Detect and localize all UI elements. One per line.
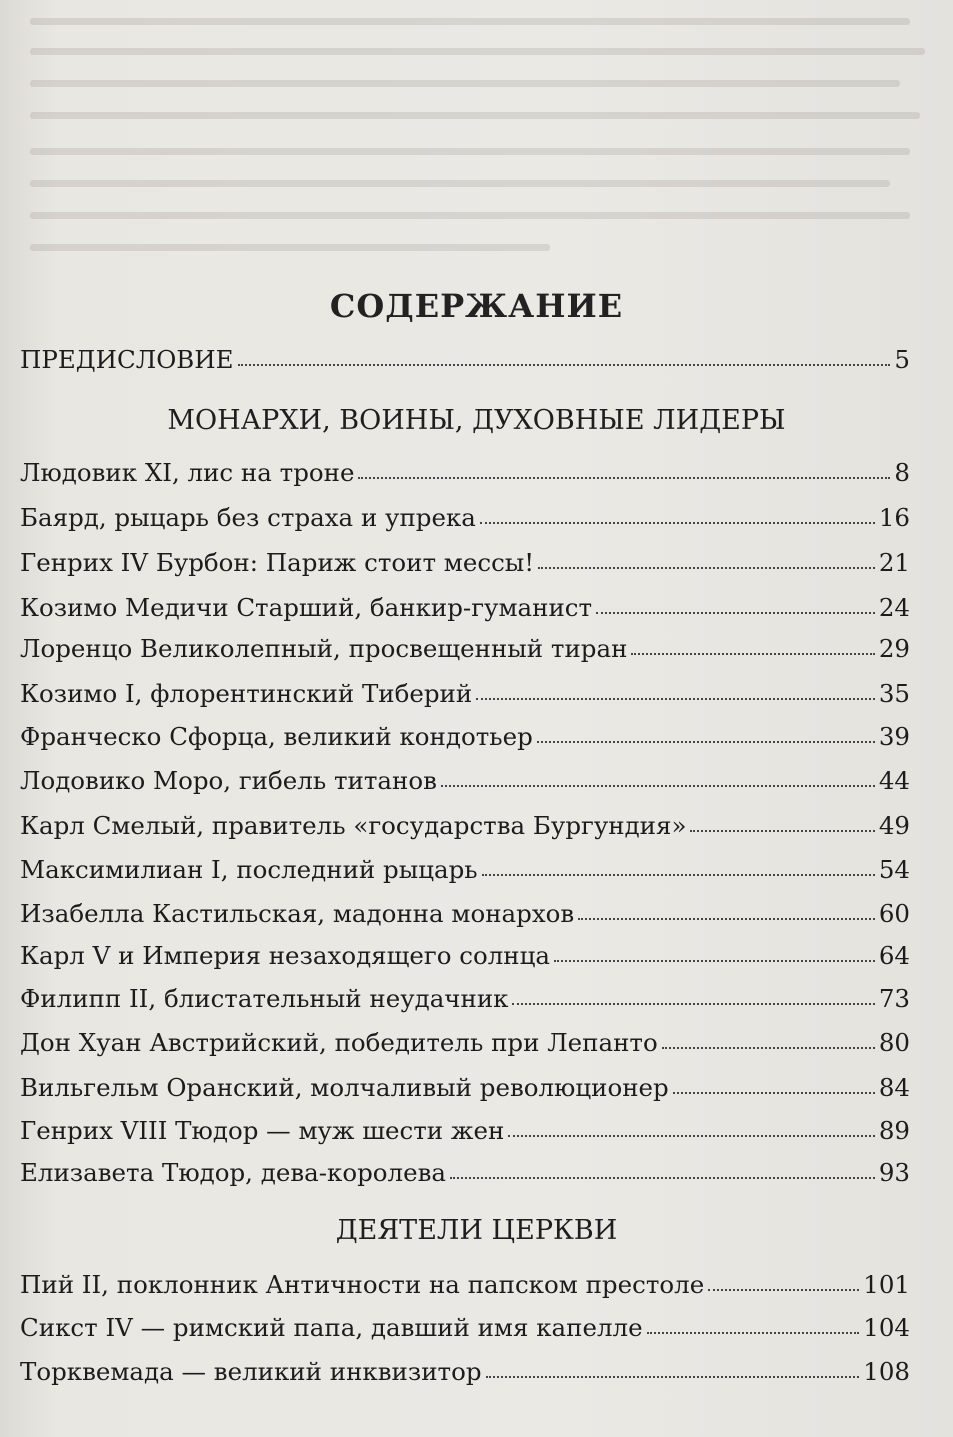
show-through-line xyxy=(30,180,890,187)
toc-entry-label: Генрих IV Бурбон: Париж стоит мессы! xyxy=(20,548,535,577)
toc-entry[interactable] xyxy=(20,593,910,622)
show-through-line xyxy=(30,80,900,87)
toc-entry-page: 80 xyxy=(878,1028,910,1057)
leader-dots xyxy=(508,1134,875,1137)
toc-entry-preface[interactable] xyxy=(20,345,910,374)
toc-entry-label: Торквемада — великий инквизитор xyxy=(20,1357,482,1386)
leader-dots xyxy=(450,1176,875,1179)
toc-entry[interactable] xyxy=(20,1313,910,1342)
toc-entry[interactable] xyxy=(20,1357,910,1386)
toc-entry[interactable] xyxy=(20,1158,910,1187)
toc-entry-label: Козимо Медичи Старший, банкир-гуманист xyxy=(20,593,593,622)
toc-entry-page: 16 xyxy=(878,503,910,532)
leader-dots xyxy=(673,1091,875,1094)
toc-entry-page: 93 xyxy=(878,1158,910,1187)
toc-entry-label: Баярд, рыцарь без страха и упрека xyxy=(20,503,476,532)
leader-dots xyxy=(578,917,875,920)
toc-entry-page: 29 xyxy=(878,634,910,663)
toc-entry-label: ПРЕДИСЛОВИЕ xyxy=(20,345,234,374)
toc-entry[interactable] xyxy=(20,458,910,487)
leader-dots xyxy=(596,611,875,614)
toc-entry[interactable] xyxy=(20,941,910,970)
toc-entry[interactable] xyxy=(20,503,910,532)
leader-dots xyxy=(476,697,875,700)
leader-dots xyxy=(537,740,875,743)
show-through-line xyxy=(30,212,910,219)
toc-entry-label: Сикст IV — римский папа, давший имя капелле xyxy=(20,1313,643,1342)
toc-entry-page: 89 xyxy=(878,1116,910,1145)
leader-dots xyxy=(708,1288,859,1291)
section-title: МОНАРХИ, ВОИНЫ, ДУХОВНЫЕ ЛИДЕРЫ xyxy=(167,405,786,436)
toc-entry[interactable] xyxy=(20,548,910,577)
toc-entry-label: Вильгельм Оранский, молчаливый революционер xyxy=(20,1073,669,1102)
toc-entry-label: Пий II, поклонник Античности на папском престоле xyxy=(20,1270,705,1299)
toc-entry-page: 8 xyxy=(894,458,910,487)
leader-dots xyxy=(238,363,891,366)
toc-entry-page: 60 xyxy=(878,899,910,928)
toc-entry-page: 54 xyxy=(878,855,910,884)
toc-entry-page: 108 xyxy=(863,1357,910,1386)
toc-entry-page: 104 xyxy=(863,1313,910,1342)
leader-dots xyxy=(631,652,874,655)
toc-entry[interactable] xyxy=(20,899,910,928)
toc-entry-label: Елизавета Тюдор, дева-королева xyxy=(20,1158,446,1187)
toc-entry-label: Франческо Сфорца, великий кондотьер xyxy=(20,722,533,751)
leader-dots xyxy=(647,1331,860,1334)
toc-entry-page: 44 xyxy=(878,766,910,795)
leader-dots xyxy=(512,1002,874,1005)
leader-dots xyxy=(486,1375,860,1378)
leader-dots xyxy=(662,1046,875,1049)
show-through-line xyxy=(30,18,910,25)
toc-entry[interactable] xyxy=(20,1028,910,1057)
toc-entry[interactable] xyxy=(20,1073,910,1102)
toc-entry-page: 101 xyxy=(863,1270,910,1299)
toc-entry-page: 49 xyxy=(878,811,910,840)
toc-entry[interactable] xyxy=(20,634,910,663)
toc-entry-page: 64 xyxy=(878,941,910,970)
show-through-line xyxy=(30,112,920,119)
toc-entry-page: 5 xyxy=(894,345,910,374)
toc-entry-label: Лодовико Моро, гибель титанов xyxy=(20,766,437,795)
show-through-line xyxy=(30,148,910,155)
toc-entry[interactable] xyxy=(20,679,910,708)
toc-entry[interactable] xyxy=(20,855,910,884)
toc-entry-page: 24 xyxy=(878,593,910,622)
toc-entry[interactable] xyxy=(20,1116,910,1145)
toc-entry-page: 84 xyxy=(878,1073,910,1102)
toc-entry-label: Изабелла Кастильская, мадонна монархов xyxy=(20,899,575,928)
show-through-line xyxy=(30,244,550,251)
leader-dots xyxy=(690,829,874,832)
toc-entry[interactable] xyxy=(20,722,910,751)
show-through-line xyxy=(30,48,925,55)
toc-entry[interactable] xyxy=(20,1270,910,1299)
toc-entry-label: Лоренцо Великолепный, просвещенный тиран xyxy=(20,634,628,663)
leader-dots xyxy=(554,959,875,962)
toc-entry-label: Карл V и Империя незаходящего солнца xyxy=(20,941,550,970)
leader-dots xyxy=(441,784,875,787)
page-title: СОДЕРЖАНИЕ xyxy=(329,287,624,325)
toc-entry[interactable] xyxy=(20,984,910,1013)
toc-entry-page: 35 xyxy=(878,679,910,708)
leader-dots xyxy=(482,873,875,876)
section-title: ДЕЯТЕЛИ ЦЕРКВИ xyxy=(335,1215,618,1246)
leader-dots xyxy=(538,566,875,569)
toc-entry-label: Карл Смелый, правитель «государства Бургундия» xyxy=(20,811,687,840)
toc-entry-page: 21 xyxy=(878,548,910,577)
toc-entry[interactable] xyxy=(20,811,910,840)
toc-entry[interactable] xyxy=(20,766,910,795)
toc-entry-label: Козимо I, флорентинский Тиберий xyxy=(20,679,473,708)
leader-dots xyxy=(358,476,890,479)
toc-entry-label: Филипп II, блистательный неудачник xyxy=(20,984,509,1013)
toc-entry-label: Максимилиан I, последний рыцарь xyxy=(20,855,478,884)
toc-entry-page: 73 xyxy=(878,984,910,1013)
leader-dots xyxy=(480,521,875,524)
toc-entry-page: 39 xyxy=(878,722,910,751)
toc-entry-label: Дон Хуан Австрийский, победитель при Лепанто xyxy=(20,1028,658,1057)
toc-entry-label: Людовик XI, лис на троне xyxy=(20,458,355,487)
toc-entry-label: Генрих VIII Тюдор — муж шести жен xyxy=(20,1116,505,1145)
